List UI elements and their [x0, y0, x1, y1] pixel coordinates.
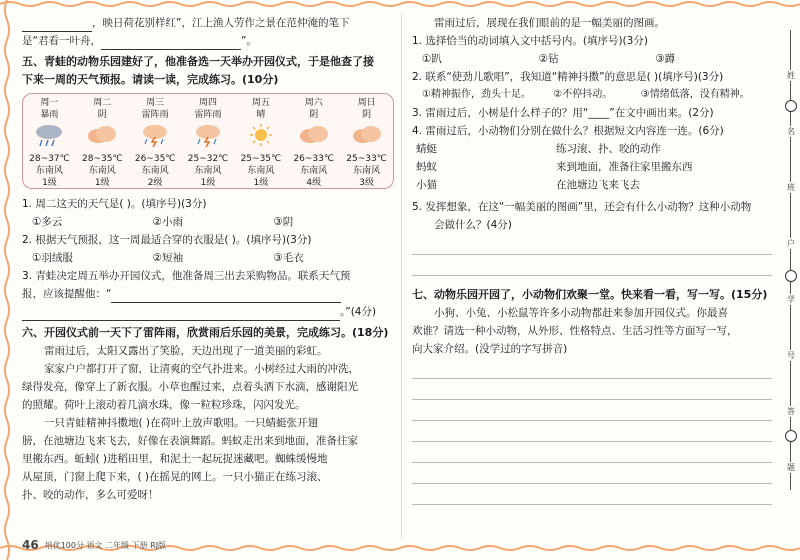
intro-line-1: ，映日荷花别样红”，江上渔人劳作之景在范仲淹的笔下 — [22, 14, 394, 32]
answer-line[interactable] — [412, 400, 772, 421]
weather-day — [287, 94, 340, 188]
r-q5-line1: 5. 发挥想象，在这“一幅美丽的图画”里，还会有什么小动物？这种小动物 — [412, 201, 752, 213]
passage-line: 扑、咬的动作，多么可爱呀！ — [22, 489, 159, 501]
r-q4: 4. 雷雨过后，小动物们分别在做什么？根据短文内容连一连。(6分) — [412, 125, 724, 137]
right-intro: 雷雨过后，展现在我们眼前的是一幅美丽的图画。 — [434, 17, 665, 29]
answer-line[interactable] — [412, 421, 772, 442]
right-column — [412, 14, 772, 505]
option[interactable]: ①趴 — [422, 53, 442, 65]
passage-line: 家家户户都打开了窗，让清爽的空气扑进来。小树经过大雨的冲洗， — [44, 363, 359, 375]
intro-line-2: 是“君看一叶舟， ”。 — [22, 32, 394, 50]
weather-wind: 东南风 — [194, 166, 222, 176]
binding-label: 题 — [783, 462, 799, 473]
passage-line: 从屋顶，门窗上爬下来，( )在摇晃的网上。一只小猫正在练习滚、 — [22, 471, 328, 483]
cloudy-icon — [296, 121, 332, 153]
passage-line: 向大家介绍。(没学过的字写拼音) — [412, 343, 568, 355]
option[interactable]: ③毛衣 — [273, 252, 304, 264]
s5-q3-line2: 报，应该提醒他：“ — [22, 285, 394, 303]
sunny-icon — [243, 121, 279, 153]
thunder-icon — [137, 121, 173, 153]
match-right[interactable]: 练习滚、扑、咬的动作 — [556, 143, 661, 155]
weather-temp: 25~35℃ — [240, 154, 282, 164]
passage-line: 绿得发亮，像穿上了新衣服。小草也醒过来，点着头洒下水滴，感谢阳光 — [22, 381, 358, 393]
option[interactable]: ①精神振作，劲头十足。 — [422, 89, 531, 100]
answer-blank[interactable] — [22, 320, 340, 321]
weather-temp: 28~37℃ — [29, 154, 70, 164]
option[interactable]: ③蹲 — [655, 53, 676, 65]
weather-level: 3级 — [359, 178, 374, 188]
weather-day-name: 周四 — [199, 98, 218, 108]
answer-line[interactable] — [412, 358, 772, 379]
answer-line[interactable] — [412, 379, 772, 400]
match-left[interactable]: 蜻蜓 — [416, 143, 437, 155]
weather-condition: 雷阵雨 — [141, 110, 169, 120]
footer — [22, 538, 166, 552]
passage-p3 — [22, 414, 394, 504]
weather-wind: 东南风 — [300, 166, 328, 176]
weather-day-name: 周日 — [357, 98, 376, 108]
passage-line: 欢谁？请选一种小动物，从外形、性格特点、生活习性等方面写一写， — [412, 325, 738, 337]
binding-hole-icon — [785, 100, 797, 112]
answer-line[interactable] — [412, 234, 772, 255]
passage-line: 一只青蛙精神抖擞地( )在荷叶上放声歌唱。一只蜻蜓张开翅 — [44, 417, 319, 429]
match-row[interactable] — [412, 158, 772, 176]
option[interactable]: ③阴 — [273, 216, 294, 228]
answer-line[interactable] — [412, 463, 772, 484]
weather-level: 2级 — [147, 178, 163, 188]
binding-label: 班 — [783, 182, 799, 193]
weather-day-name: 周三 — [146, 98, 165, 108]
s5-q2-options — [22, 249, 394, 267]
weather-day-name: 周一 — [40, 98, 59, 108]
weather-day — [182, 94, 235, 188]
passage-line: 里搬东西。蚯蚓( )进稻田里，和泥土一起玩捉迷藏吧。蜘蛛缓慢地 — [22, 453, 328, 465]
weather-day — [23, 94, 76, 188]
weather-temp: 25~32℃ — [187, 154, 229, 164]
option[interactable]: ②小雨 — [152, 216, 184, 228]
weather-temp: 26~35℃ — [134, 154, 176, 164]
weather-day — [129, 94, 182, 188]
section6-title: 六、开园仪式前一天下了雷阵雨，欣赏雨后乐园的美景，完成练习。(18分) — [22, 326, 389, 339]
weather-temp: 28~35℃ — [82, 154, 123, 164]
wavy-border-top — [0, 0, 800, 8]
option[interactable]: ①羽绒服 — [32, 252, 73, 264]
r-q3: 3. 雷雨过后，小树是什么样子的？用“____”在文中画出来。(2分) — [412, 107, 714, 119]
cloudy-icon — [349, 121, 385, 153]
weather-wind: 东南风 — [141, 166, 169, 176]
section5-title-1: 五、青蛙的动物乐园建好了，他准备选一天举办开园仪式，于是他查了接 — [22, 55, 374, 68]
binding-label: 号 — [783, 350, 799, 361]
weather-wind: 东南风 — [247, 166, 275, 176]
match-left[interactable]: 小猫 — [416, 179, 437, 191]
section7-title: 七、动物乐园开园了，小动物们欢聚一堂。快来看一看，写一写。(15分) — [412, 288, 768, 301]
s5-q3-line3: 。”(4分) — [22, 303, 394, 321]
answer-blank[interactable] — [101, 49, 241, 50]
match-row[interactable] — [412, 140, 772, 158]
answer-line[interactable] — [412, 484, 772, 505]
binding-label: 名 — [783, 126, 799, 137]
passage-line: 小狗、小兔、小松鼠等许多小动物都赶来参加开园仪式。你最喜 — [434, 307, 728, 319]
weather-condition: 阴 — [362, 110, 372, 120]
option[interactable]: ②短袖 — [152, 252, 184, 264]
column-divider — [401, 14, 402, 539]
weather-condition: 雷阵雨 — [194, 110, 222, 120]
weather-wind: 东南风 — [35, 166, 63, 176]
binding-label: 答 — [783, 406, 799, 417]
weather-day — [340, 94, 393, 188]
binding-line — [790, 30, 791, 490]
weather-condition: 晴 — [256, 110, 266, 120]
answer-line[interactable] — [412, 255, 772, 276]
weather-temp: 25~33℃ — [346, 154, 387, 164]
r-q1: 1. 选择恰当的动词填入文中括号内。(填序号)(3分) — [412, 35, 648, 47]
weather-level: 1级 — [42, 178, 57, 188]
match-row[interactable] — [412, 176, 772, 194]
book-info: 培优100分 语文 二年级 下册 RJ版 — [44, 540, 167, 550]
wavy-border-left — [0, 0, 14, 560]
r-q5-line2: 会做什么？(4分) — [434, 219, 512, 231]
weather-condition: 阴 — [309, 110, 319, 120]
weather-day-name: 周二 — [93, 98, 112, 108]
answer-line[interactable] — [412, 442, 772, 463]
weather-day — [76, 94, 129, 188]
binding-hole-icon — [785, 430, 797, 442]
weather-wind: 东南风 — [88, 166, 116, 176]
passage-p1: 雷雨过后，太阳又露出了笑脸，天边出现了一道美丽的彩虹。 — [44, 345, 328, 357]
option[interactable]: ①多云 — [32, 216, 63, 228]
s5-q2: 2. 根据天气预报，这一周最适合穿的衣服是( )。(填序号)(3分) — [22, 234, 312, 246]
weather-temp: 26~33℃ — [293, 154, 334, 164]
match-right[interactable]: 在池塘边飞来飞去 — [556, 179, 640, 191]
section5-title-2: 下来一周的天气预报。请读一读，完成练习。(10分) — [22, 73, 279, 86]
weather-day-name: 周五 — [251, 98, 270, 108]
s5-q1: 1. 周二这天的天气是( )。(填序号)(3分) — [22, 198, 207, 210]
weather-level: 1级 — [200, 178, 216, 188]
weather-level: 1级 — [253, 178, 269, 188]
match-left[interactable]: 蚂蚁 — [416, 161, 437, 173]
passage-p2 — [22, 360, 394, 414]
left-column — [22, 14, 394, 504]
r-q2-options — [412, 86, 772, 104]
weather-level: 4级 — [306, 178, 322, 188]
binding-hole-icon — [785, 270, 797, 282]
binding-label: 姓 — [783, 70, 799, 81]
r-q1-options — [412, 50, 772, 68]
section7-prompt — [412, 304, 772, 358]
binding-label: 户 — [783, 238, 799, 249]
page-number: 46 — [22, 538, 39, 552]
cloudy-icon — [84, 121, 120, 153]
passage-line: 膀，在池塘边飞来飞去，好像在表演舞蹈。蚂蚁走出来到地面，准备往家 — [22, 435, 358, 447]
match-right[interactable]: 来到地面，准备往家里搬东西 — [556, 161, 693, 173]
weather-day-name: 周六 — [304, 98, 323, 108]
s5-q1-options — [22, 213, 394, 231]
weather-day — [234, 94, 287, 188]
thunder-icon — [190, 121, 226, 153]
weather-condition: 阴 — [97, 110, 107, 120]
option[interactable]: ②钻 — [538, 53, 559, 65]
rain-heavy-icon — [31, 121, 67, 153]
r-q2: 2. 联系“使劲儿歌唱”，我知道“精神抖擞”的意思是( )(填序号)(3分) — [412, 71, 724, 83]
option[interactable]: ③情绪低落，没有精神。 — [640, 89, 750, 100]
option[interactable]: ②不停抖动。 — [553, 89, 613, 100]
binding-label: 学 — [783, 294, 799, 305]
writing-area[interactable] — [412, 358, 772, 505]
weather-wind: 东南风 — [353, 166, 381, 176]
binding-sidebar — [781, 30, 800, 490]
weather-forecast-table — [22, 93, 394, 189]
weather-condition: 暴雨 — [40, 110, 59, 120]
weather-level: 1级 — [94, 178, 110, 188]
passage-line: 的照耀。荷叶上滚动着几滴水珠，像一粒粒珍珠，闪闪发光。 — [22, 399, 306, 411]
s5-q3-line1: 3. 青蛙决定周五举办开园仪式，他准备周三出去采购物品。联系天气预 — [22, 270, 351, 282]
